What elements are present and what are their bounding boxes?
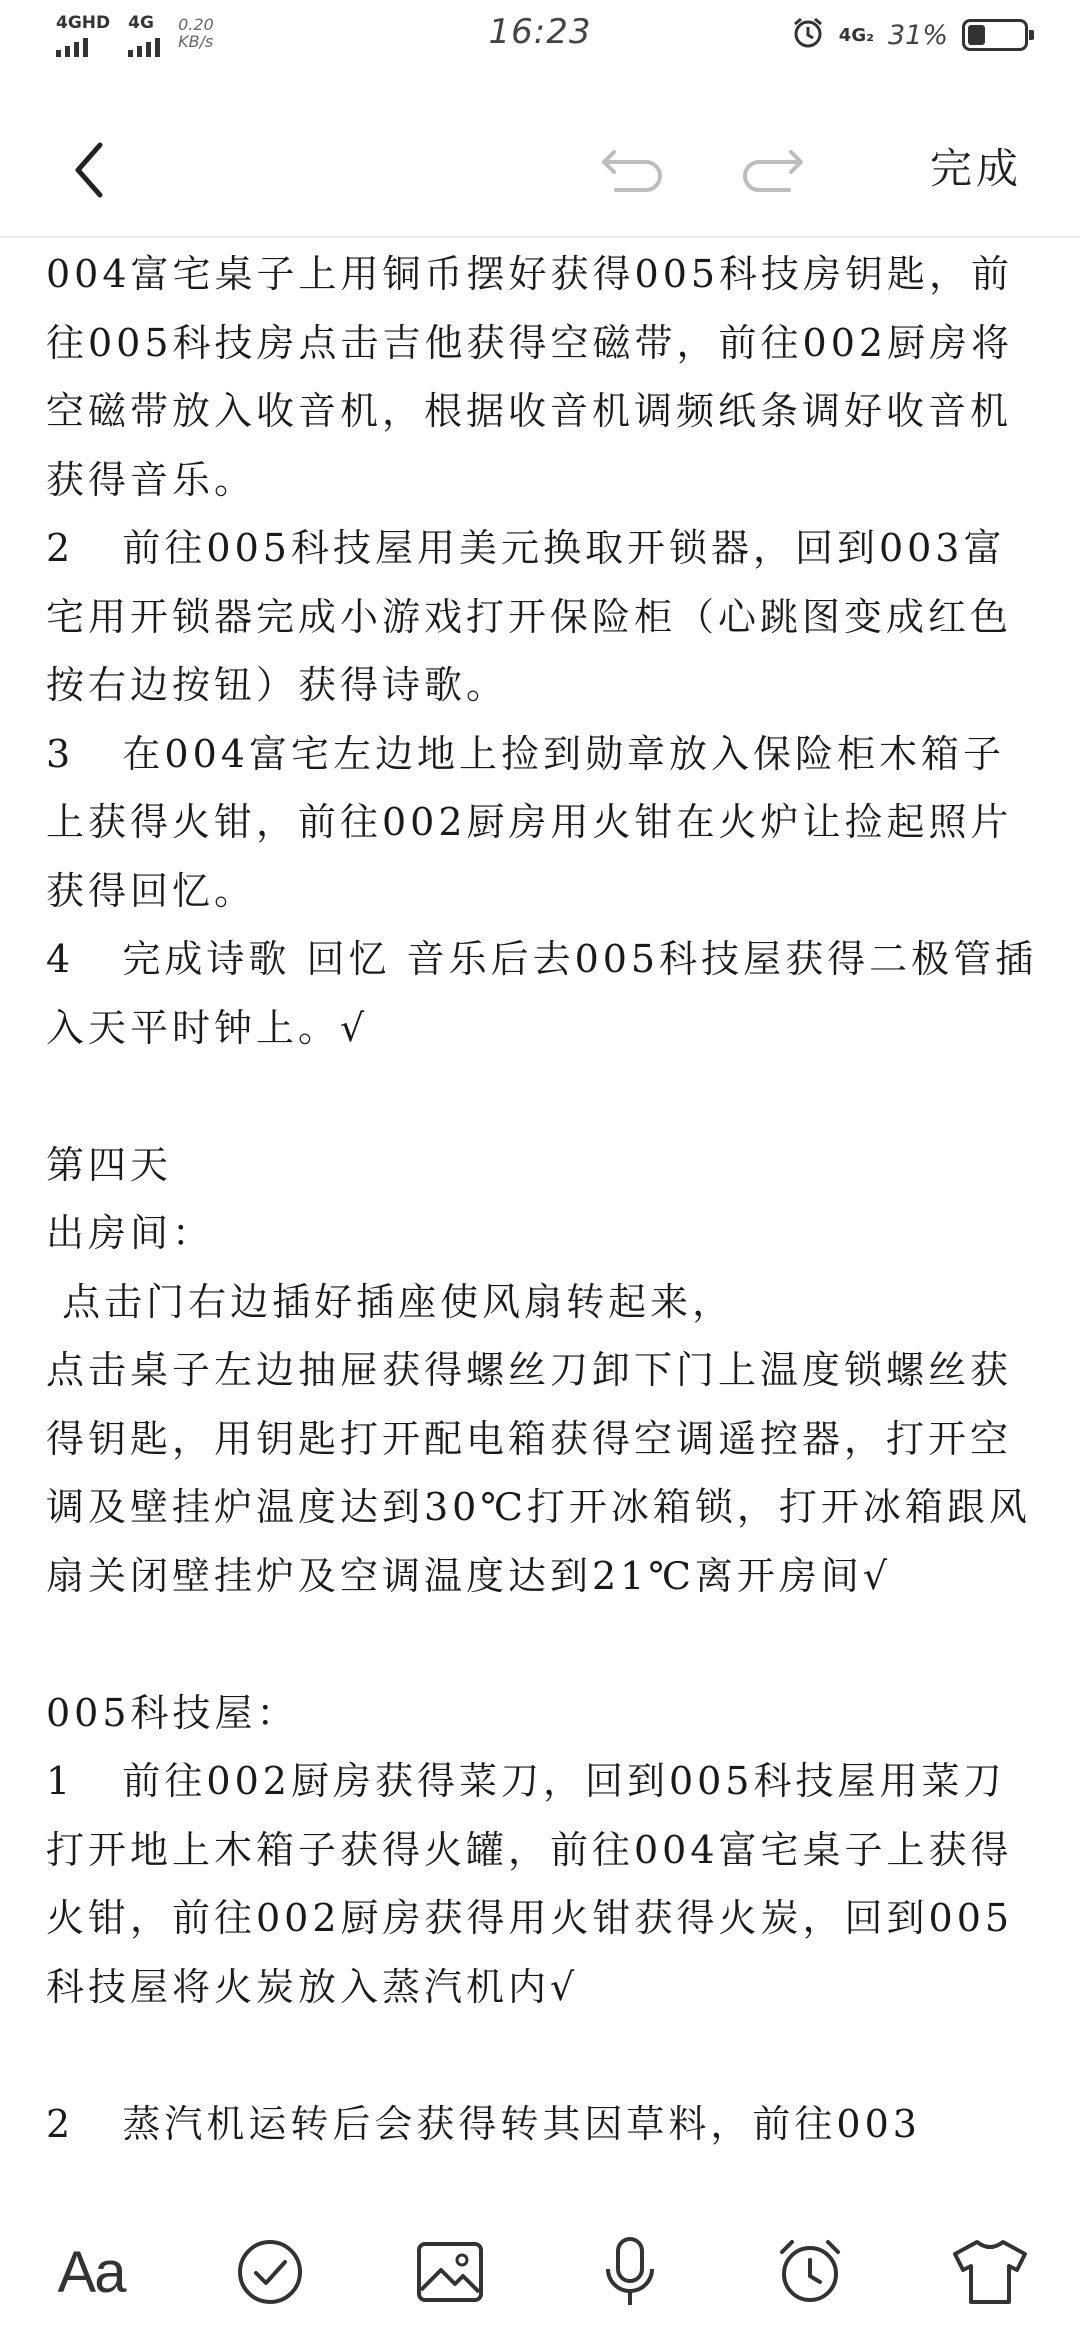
note-line: 2 蒸汽机运转后会获得转其因草料，前往003 — [46, 2101, 921, 2146]
note-line: 005科技屋： — [46, 1690, 299, 1735]
sim2-label: 4G — [128, 13, 154, 33]
undo-button[interactable] — [595, 130, 675, 210]
toolbar-divider — [0, 236, 1080, 238]
note-line: 点击门右边插好插座使风扇转起来， — [46, 1279, 735, 1324]
back-arrow-icon — [70, 140, 110, 200]
image-icon — [415, 2240, 485, 2304]
battery-icon — [962, 19, 1028, 51]
speed-value: 0.20 — [178, 15, 214, 34]
blank-line — [46, 1610, 1046, 1679]
alarm-clock-icon — [791, 16, 825, 54]
redo-button[interactable] — [730, 130, 810, 210]
checkmark-circle-icon — [235, 2237, 305, 2307]
undo-icon — [600, 142, 670, 198]
checklist-button[interactable] — [225, 2232, 315, 2312]
voice-input-button[interactable] — [585, 2232, 675, 2312]
clock: 16:23 — [488, 12, 592, 52]
battery-tip — [1029, 30, 1034, 40]
redo-icon — [735, 142, 805, 198]
status-bar — [0, 0, 1080, 78]
note-line: 第四天 — [46, 1142, 173, 1187]
note-line: 点击桌子左边抽屉获得螺丝刀卸下门上温度锁螺丝获得钥匙，用钥匙打开配电箱获得空调遥控器，打开空调及壁挂炉温度达到30℃打开冰箱锁，打开冰箱跟风扇关闭壁挂炉及空调温度达到21℃离开房间√ — [46, 1348, 1031, 1598]
blank-line — [46, 1062, 1046, 1131]
font-style-label: Aa — [57, 2239, 125, 2305]
note-line: 004富宅桌子上用铜币摆好获得005科技房钥匙，前往005科技房点击吉他获得空磁带，前往002厨房将空磁带放入收音机，根据收音机调频纸条调好收音机获得音乐。 — [46, 252, 1014, 502]
note-line: 3 在004富宅左边地上捡到勋章放入保险柜木箱子上获得火钳，前往002厨房用火钳在火炉让捡起照片获得回忆。 — [46, 731, 1013, 913]
battery-percent: 31% — [887, 19, 948, 51]
network-type-2: 4G₂ — [838, 24, 874, 46]
sim1-label: 4GHD — [56, 13, 111, 33]
bottom-toolbar — [0, 2204, 1080, 2340]
note-line: 2 前往005科技屋用美元换取开锁器，回到003富宅用开锁器完成小游戏打开保险柜（心跳图变成红色按右边按钮）获得诗歌。 — [46, 526, 1013, 707]
alarm-clock-icon — [774, 2236, 846, 2308]
battery-fill — [968, 25, 985, 45]
speed-unit: KB/s — [178, 32, 214, 51]
note-line: 1 前往002厨房获得菜刀，回到005科技屋用菜刀打开地上木箱子获得火罐，前往004富宅桌子上获得火钳，前往002厨房获得用火钳获得火炭，回到005科技屋将火炭放入蒸汽机内√ — [46, 1759, 1014, 2009]
status-right — [791, 16, 1028, 54]
reminder-button[interactable] — [765, 2232, 855, 2312]
done-button[interactable]: 完成 — [929, 144, 1022, 193]
font-style-button[interactable] — [46, 2232, 136, 2312]
note-body[interactable] — [46, 240, 1046, 2204]
note-line: 4 完成诗歌 回忆 音乐后去005科技屋获得二极管插入天平时钟上。√ — [46, 937, 1038, 1050]
editor-toolbar — [0, 100, 1080, 230]
microphone-icon — [602, 2235, 658, 2309]
theme-button[interactable] — [945, 2232, 1035, 2312]
blank-line — [46, 2021, 1046, 2090]
back-button[interactable] — [50, 130, 130, 210]
note-line: 出房间： — [46, 1211, 215, 1255]
insert-image-button[interactable] — [405, 2232, 495, 2312]
t-shirt-icon — [951, 2238, 1029, 2306]
